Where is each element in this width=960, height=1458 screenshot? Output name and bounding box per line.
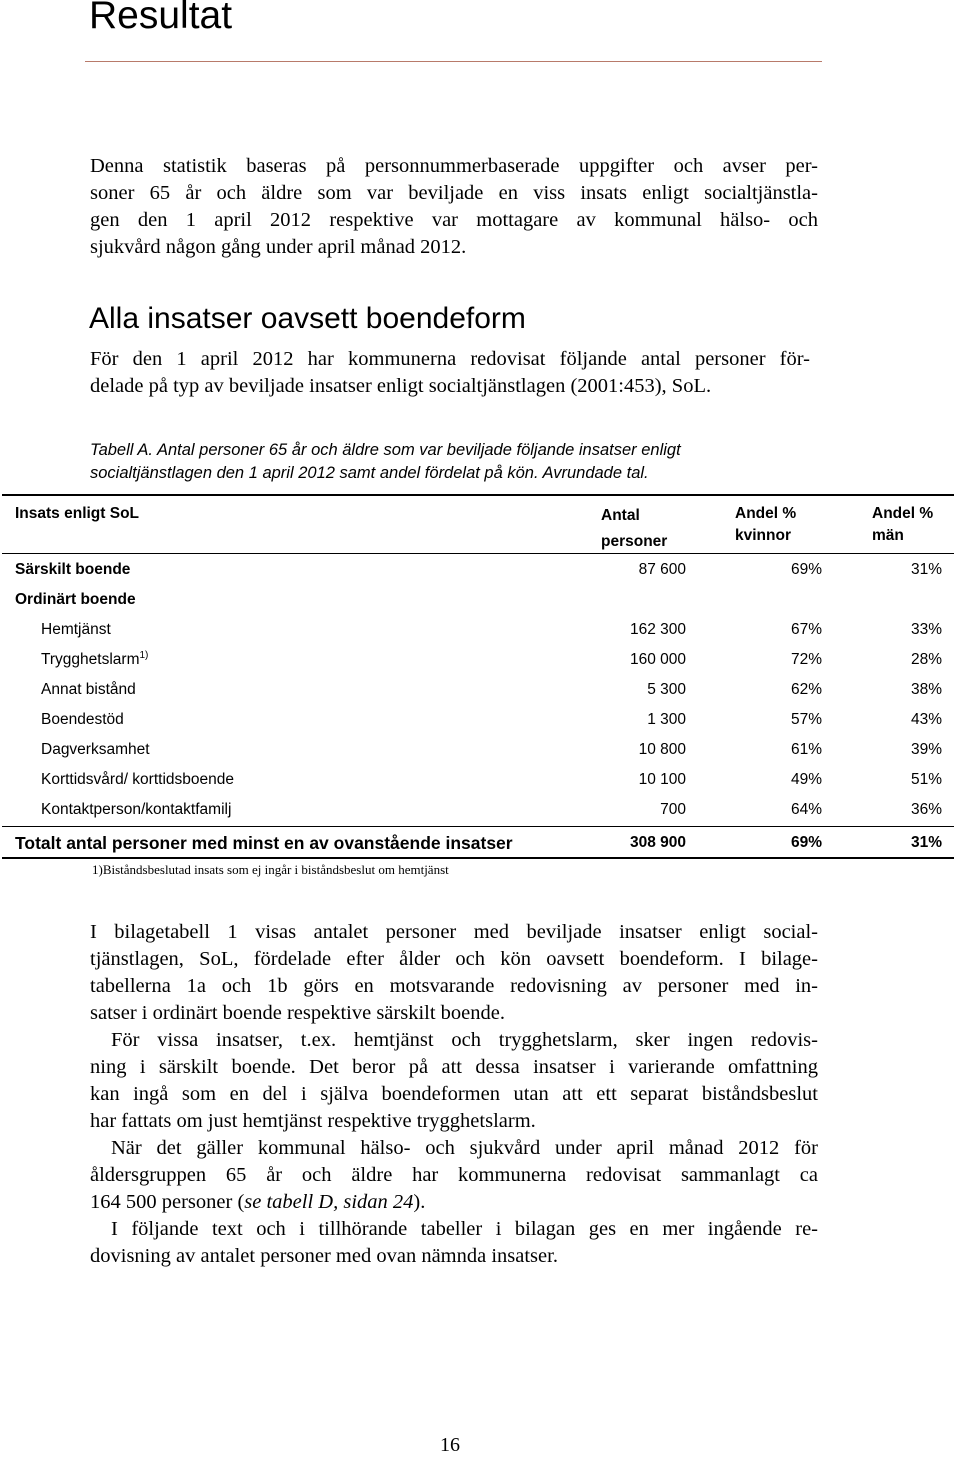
header-andel-man: Andel % män	[872, 505, 934, 544]
body-text	[90, 919, 818, 1270]
table-reference: se tabell D, sidan 24	[244, 1191, 414, 1213]
intro-line: sjukvård någon gång under april månad 2012.	[90, 236, 467, 258]
section-line: För den 1 april 2012 har kommunerna redovisat följande antal personer för-	[90, 348, 810, 370]
table-row: Korttidsvård/ korttidsboende 10 100 49% 51%	[41, 771, 942, 788]
body-line: kan ingå som en del i själva boendeformen utan att ett separat biståndsbeslut	[90, 1083, 818, 1105]
body-line: För vissa insatser, t.ex. hemtjänst och trygghetslarm, sker ingen redovis-	[111, 1029, 818, 1051]
header-antal: Antal personer	[601, 507, 668, 550]
section-line: delade på typ av beviljade insatser enligt socialtjänstlagen (2001:453), SoL.	[90, 375, 712, 397]
table-row: Särskilt boende 87 600 69% 31%	[15, 561, 942, 578]
body-line-reference: 164 500 personer (se tabell D, sidan 24).	[90, 1191, 426, 1213]
table-caption	[90, 439, 820, 485]
table-total-row: Totalt antal personer med minst en av ovanstående insatser 308 900 69% 31%	[15, 833, 942, 853]
table-row: Boendestöd 1 300 57% 43%	[41, 711, 942, 728]
body-line: I bilagetabell 1 visas antalet personer med beviljade insatser enligt social-	[90, 921, 818, 943]
table-footnote: 1)Biståndsbeslutad insats som ej ingår i biståndsbeslut om hemtjänst	[92, 862, 449, 877]
section-heading: Alla insatser oavsett boendeform	[89, 302, 526, 335]
header-andel-kvinnor: Andel % kvinnor	[735, 505, 797, 544]
body-line: tabellerna 1a och 1b görs en motsvarande redovisning av personer med in-	[90, 975, 818, 997]
table-caption-label: Tabell A.	[90, 441, 153, 459]
title-divider	[85, 61, 822, 62]
body-line: ning i särskilt boende. Det beror på att dessa insatser i varierande omfattning	[90, 1056, 818, 1078]
table-bottom-rule	[2, 857, 954, 859]
body-line: satser i ordinärt boende respektive särskilt boende.	[90, 1002, 505, 1024]
header-insats: Insats enligt SoL	[15, 505, 140, 522]
intro-line: gen den 1 april 2012 respektive var mottagare av kommunal hälso- och	[90, 209, 818, 231]
table-caption-text: socialtjänstlagen den 1 april 2012 samt andel fördelat på kön. Avrundade tal.	[90, 464, 649, 482]
page-title: Resultat	[89, 0, 233, 37]
table-header-rule	[2, 553, 954, 554]
table-row: Dagverksamhet 10 800 61% 39%	[41, 741, 942, 758]
table-caption-text: Antal personer 65 år och äldre som var beviljade följande insatser enligt	[153, 441, 681, 459]
body-line: dovisning av antalet personer med ovan nämnda insatser.	[90, 1245, 558, 1267]
body-line: har fattats om just hemtjänst respektive trygghetslarm.	[90, 1110, 536, 1132]
table-total-rule	[2, 826, 954, 827]
body-line: När det gäller kommunal hälso- och sjukvård under april månad 2012 för	[111, 1137, 818, 1159]
table-group-row: Ordinärt boende	[15, 591, 136, 608]
section-paragraph	[90, 346, 810, 400]
page-number: 16	[440, 1434, 460, 1456]
table-row: Annat bistånd 5 300 62% 38%	[41, 681, 942, 698]
table-top-rule	[2, 494, 954, 496]
table-row: Kontaktperson/kontaktfamilj 700 64% 36%	[41, 801, 942, 818]
intro-line: soner 65 år och äldre som var beviljade en viss insats enligt socialtjänstla-	[90, 182, 818, 204]
body-line: I följande text och i tillhörande tabeller i bilagan ges en mer ingående re-	[111, 1218, 818, 1240]
body-line: tjänstlagen, SoL, fördelade efter ålder och kön oavsett boendeform. I bilage-	[90, 948, 818, 970]
intro-paragraph	[90, 153, 818, 261]
intro-line: Denna statistik baseras på personnummerbaserade uppgifter och avser per-	[90, 155, 818, 177]
footnote-marker: 1)	[139, 649, 149, 661]
table-row: Trygghetslarm$^{1)}$ 160 000 72% 28%	[41, 649, 942, 668]
table-row: Hemtjänst 162 300 67% 33%	[41, 621, 942, 638]
body-line: åldersgruppen 65 år och äldre har kommunerna redovisat sammanlagt ca	[90, 1164, 818, 1186]
